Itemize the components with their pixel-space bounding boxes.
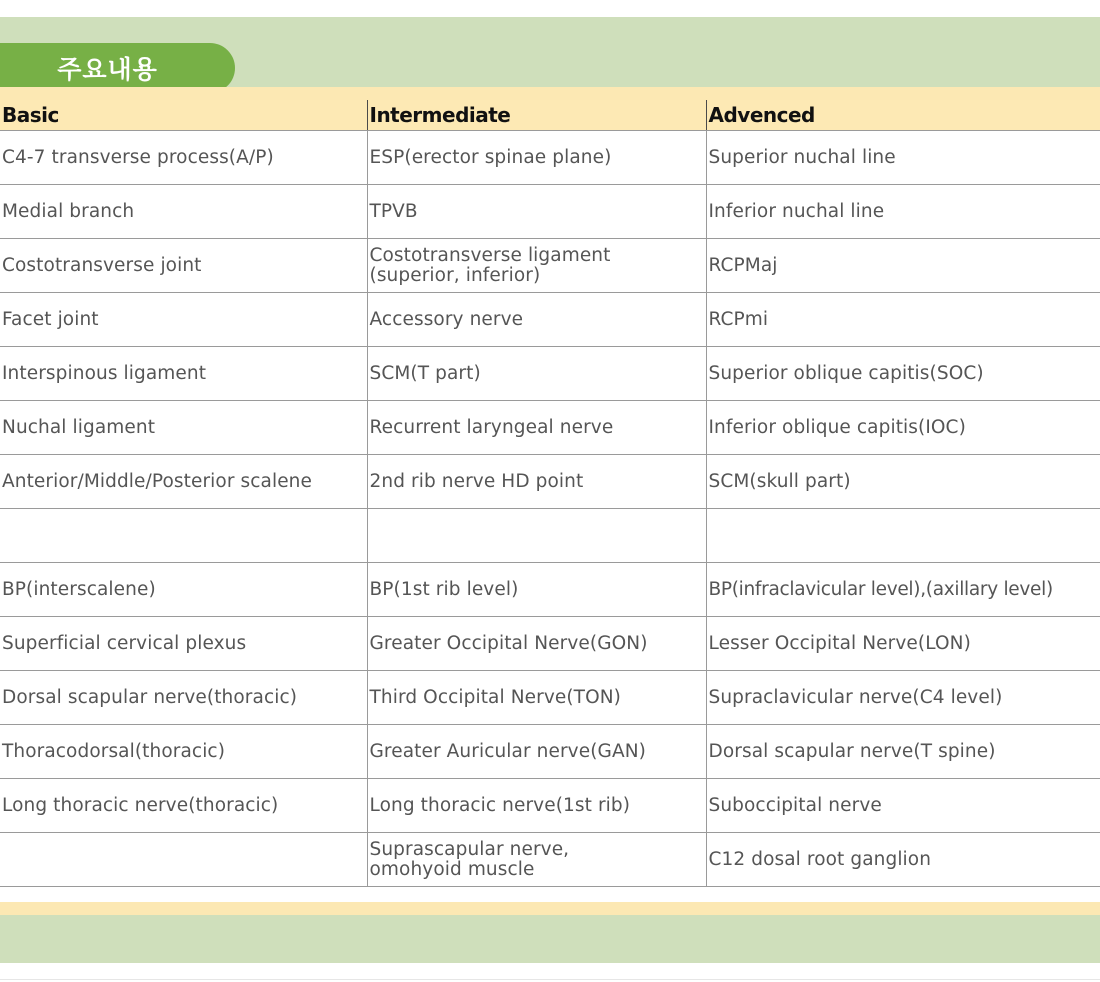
curriculum-table-wrapper bbox=[0, 100, 1100, 902]
table-row bbox=[0, 779, 1100, 833]
cell-advanced: RCPmi bbox=[706, 293, 1100, 347]
cell-basic bbox=[0, 509, 367, 563]
cell-intermediate bbox=[367, 509, 706, 563]
cell-advanced: SCM(skull part) bbox=[706, 455, 1100, 509]
top-yellow-strip bbox=[0, 87, 1100, 100]
cell-basic: Medial branch bbox=[0, 185, 367, 239]
cell-intermediate: BP(1st rib level) bbox=[367, 563, 706, 617]
table-row bbox=[0, 455, 1100, 509]
cell-intermediate: SCM(T part) bbox=[367, 347, 706, 401]
cell-advanced: Suboccipital nerve bbox=[706, 779, 1100, 833]
bottom-yellow-strip bbox=[0, 902, 1100, 915]
cell-basic: Costotransverse joint bbox=[0, 239, 367, 293]
table-row bbox=[0, 239, 1100, 293]
cell-intermediate: Greater Occipital Nerve(GON) bbox=[367, 617, 706, 671]
cell-advanced: Dorsal scapular nerve(T spine) bbox=[706, 725, 1100, 779]
cell-basic: C4-7 transverse process(A/P) bbox=[0, 131, 367, 185]
cell-basic: Anterior/Middle/Posterior scalene bbox=[0, 455, 367, 509]
cell-intermediate: ESP(erector spinae plane) bbox=[367, 131, 706, 185]
table-row bbox=[0, 293, 1100, 347]
cell-basic: Nuchal ligament bbox=[0, 401, 367, 455]
cell-advanced: RCPMaj bbox=[706, 239, 1100, 293]
cell-basic: Long thoracic nerve(thoracic) bbox=[0, 779, 367, 833]
cell-basic: Dorsal scapular nerve(thoracic) bbox=[0, 671, 367, 725]
table-row bbox=[0, 671, 1100, 725]
cell-intermediate: Suprascapular nerve, omohyoid muscle bbox=[367, 833, 706, 887]
header-advanced: Advenced bbox=[706, 100, 1100, 131]
bottom-green-band bbox=[0, 915, 1100, 963]
cell-advanced: Inferior oblique capitis(IOC) bbox=[706, 401, 1100, 455]
table-row bbox=[0, 347, 1100, 401]
table-row bbox=[0, 185, 1100, 239]
table-row bbox=[0, 725, 1100, 779]
table-row bbox=[0, 563, 1100, 617]
table-row bbox=[0, 617, 1100, 671]
cell-intermediate: 2nd rib nerve HD point bbox=[367, 455, 706, 509]
table-row bbox=[0, 833, 1100, 887]
bottom-divider bbox=[0, 979, 1100, 980]
cell-intermediate: Costotransverse ligament (superior, inferior) bbox=[367, 239, 706, 293]
cell-basic: Interspinous ligament bbox=[0, 347, 367, 401]
cell-advanced: C12 dosal root ganglion bbox=[706, 833, 1100, 887]
table-row bbox=[0, 401, 1100, 455]
cell-basic: Superficial cervical plexus bbox=[0, 617, 367, 671]
table-row-empty bbox=[0, 509, 1100, 563]
cell-advanced: BP(infraclavicular level),(axillary level) bbox=[706, 563, 1100, 617]
header-basic: Basic bbox=[0, 100, 367, 131]
table-row bbox=[0, 131, 1100, 185]
cell-advanced: Supraclavicular nerve(C4 level) bbox=[706, 671, 1100, 725]
cell-intermediate: Third Occipital Nerve(TON) bbox=[367, 671, 706, 725]
cell-advanced: Superior oblique capitis(SOC) bbox=[706, 347, 1100, 401]
cell-intermediate: Recurrent laryngeal nerve bbox=[367, 401, 706, 455]
cell-intermediate: Long thoracic nerve(1st rib) bbox=[367, 779, 706, 833]
cell-basic: BP(interscalene) bbox=[0, 563, 367, 617]
cell-advanced: Lesser Occipital Nerve(LON) bbox=[706, 617, 1100, 671]
cell-advanced: Superior nuchal line bbox=[706, 131, 1100, 185]
cell-intermediate: Greater Auricular nerve(GAN) bbox=[367, 725, 706, 779]
curriculum-table bbox=[0, 100, 1100, 887]
header-intermediate: Intermediate bbox=[367, 100, 706, 131]
section-tab: 주요내용 bbox=[0, 43, 235, 93]
cell-basic: Facet joint bbox=[0, 293, 367, 347]
cell-advanced bbox=[706, 509, 1100, 563]
cell-advanced: Inferior nuchal line bbox=[706, 185, 1100, 239]
cell-intermediate: TPVB bbox=[367, 185, 706, 239]
cell-basic: Thoracodorsal(thoracic) bbox=[0, 725, 367, 779]
cell-basic bbox=[0, 833, 367, 887]
cell-intermediate: Accessory nerve bbox=[367, 293, 706, 347]
header-row bbox=[0, 100, 1100, 131]
